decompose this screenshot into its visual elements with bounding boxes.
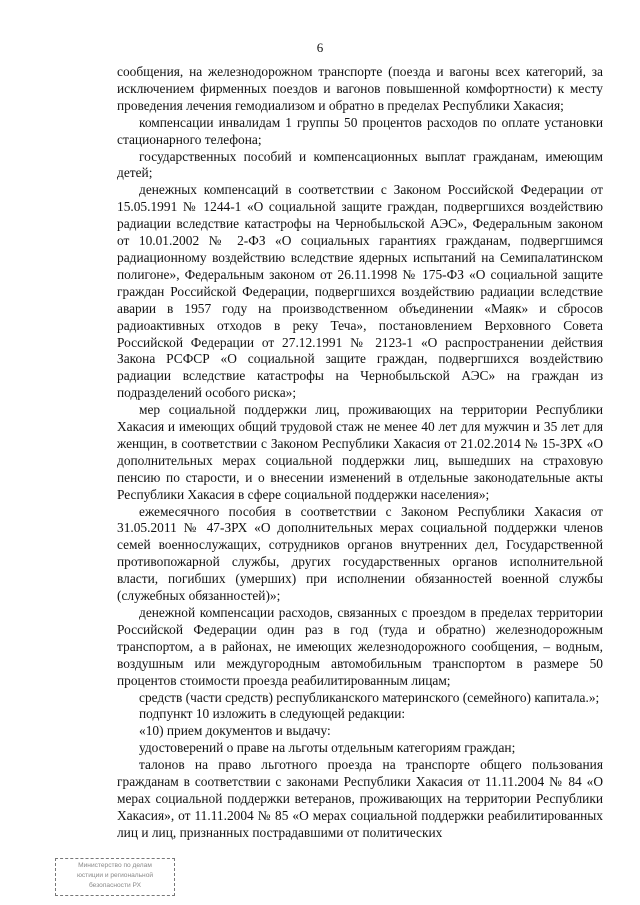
paragraph: ежемесячного пособия в соответствии с Законом Республики Хакасия от 31.05.2011 № 47-ЗРХ «О дополнительных мерах социальной поддержки членов семей военнослужащих, сотрудников органов внутренних дел, Государственной противопожарной службы, других государственных органов исполнительной власти, погибших (умерших) при исполнении обязанностей военной службы (служебных обязанностей)»; [117, 503, 603, 604]
paragraph: денежной компенсации расходов, связанных с проездом в пределах территории Российской Федерации один раз в год (туда и обратно) железнодорожным транспортом, а в районах, не имеющих железнодорожного сообщения, – водным, воздушным или междугородным автомобильным транспортом в размере 50 процентов стоимости проезда реабилитированным лицам; [117, 605, 603, 688]
paragraph: «10) прием документов и выдачу: [139, 723, 331, 739]
paragraph: сообщения, на железнодорожном транспорте (поезда и вагоны всех категорий, за исключением фирменных поездов и вагонов повышенной комфортности) к месту проведения лечения гемодиализом и обратно в пределах Республики Хакасия; [117, 64, 603, 113]
registry-stamp [55, 858, 175, 896]
document-body [117, 64, 603, 842]
paragraph: мер социальной поддержки лиц, проживающих на территории Республики Хакасия и имеющих общий трудовой стаж не менее 40 лет для мужчин и 35 лет для женщин, в соответствии с Законом Республики Хакасия от 21.02.2014 № 15-ЗРХ «О дополнительных мерах социальной поддержки лиц, вышедших на страховую пенсию по старости, и о внесении изменений в отдельные законодательные акты Республики Хакасия в сфере социальной поддержки населения»; [117, 402, 603, 502]
paragraph: компенсации инвалидам 1 группы 50 процентов расходов по оплате установки стационарного телефона; [117, 114, 603, 147]
paragraph: средств (части средств) республиканского материнского (семейного) капитала.»; [139, 689, 600, 705]
paragraph: денежных компенсаций в соответствии с Законом Российской Федерации от 15.05.1991 № 1244-1 «О социальной защите граждан, подвергшихся воздействию радиации вследствие катастрофы на Чернобыльской АЭС», Федеральным законом от 10.01.2002 № 2-ФЗ «О социальных гарантиях гражданам, подвергшимся радиационному воздействию вследствие ядерных испытаний на Семипалатинском полигоне», Федеральным законом от 26.11.1998 № 175-ФЗ «О социальной защите граждан Российской Федерации, подвергшихся воздействию радиации вследствие аварии в 1957 году на производственном объединении «Маяк» и сбросов радиоактивных отходов в реку Теча», постановлением Верховного Совета Российской Федерации от 27.12.1991 № 2123-1 «О распространении действия Закона РСФСР «О социальной защите граждан, подвергшихся воздействию радиации вследствие катастрофы на Чернобыльской АЭС» на граждан из подразделений особого риска»; [117, 182, 603, 401]
stamp-line: юстиции и региональной [76, 872, 154, 879]
paragraph: подпункт 10 изложить в следующей редакции: [139, 706, 406, 722]
page-number: 6 [316, 40, 324, 55]
stamp-line: безопасности РХ [88, 882, 141, 889]
stamp-line: Министерство по делам [78, 862, 152, 869]
paragraph: удостоверений о праве на льготы отдельным категориям граждан; [139, 740, 516, 756]
paragraph: талонов на право льготного проезда на транспорте общего пользования гражданам в соответствии с законами Республики Хакасия от 11.11.2004 № 84 «О мерах социальной поддержки ветеранов, проживающих на территории Республики Хакасия», от 11.11.2004 № 85 «О мерах социальной поддержки реабилитированных лиц и лиц, признанных пострадавшими от политических [117, 757, 603, 840]
paragraph: государственных пособий и компенсационных выплат гражданам, имеющим детей; [117, 148, 603, 181]
